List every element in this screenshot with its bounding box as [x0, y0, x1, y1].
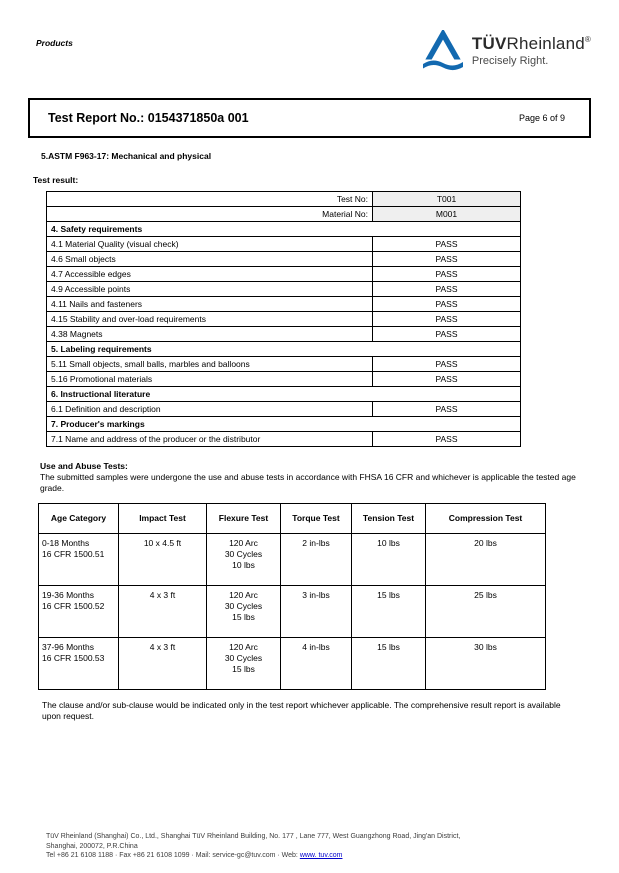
table-row	[47, 387, 521, 402]
compression-cell: 20 lbs	[426, 533, 546, 585]
table-row	[39, 533, 546, 585]
test-no-value: T001	[373, 192, 521, 207]
section-heading: 5.ASTM F963-17: Mechanical and physical	[41, 151, 212, 161]
clause-result: PASS	[373, 312, 521, 327]
group-instructional-literature: 6. Instructional literature	[47, 387, 521, 402]
registered-mark: ®	[584, 35, 591, 44]
products-label: Products	[36, 38, 73, 48]
table-row	[47, 372, 521, 387]
clause-result: PASS	[373, 327, 521, 342]
table-row	[47, 267, 521, 282]
flexure-cell	[207, 533, 281, 585]
table-row	[47, 312, 521, 327]
tension-cell: 15 lbs	[352, 637, 426, 689]
logo-tuv: TÜV	[471, 34, 507, 53]
flexure-line: 10 lbs	[232, 559, 255, 570]
flexure-line: 30 Cycles	[224, 600, 263, 611]
tension-cell: 10 lbs	[352, 533, 426, 585]
col-age-category: Age Category	[39, 503, 119, 533]
age-range: 37-96 Months	[42, 641, 94, 652]
flexure-line: 120 Arc	[229, 537, 258, 548]
col-compression-test: Compression Test	[426, 503, 546, 533]
flexure-line: 30 Cycles	[224, 652, 263, 663]
test-no-label: Test No:	[47, 192, 373, 207]
clause-label: 5.16 Promotional materials	[47, 372, 373, 387]
table-row	[47, 402, 521, 417]
impact-cell: 10 x 4.5 ft	[119, 533, 207, 585]
table-row	[47, 252, 521, 267]
table-row	[39, 637, 546, 689]
table-row	[47, 237, 521, 252]
flexure-cell	[207, 585, 281, 637]
age-range: 0-18 Months	[42, 537, 90, 548]
flexure-line: 120 Arc	[229, 641, 258, 652]
tuv-triangle-icon	[423, 30, 463, 81]
age-cell	[39, 637, 119, 689]
clause-result: PASS	[373, 282, 521, 297]
table-row	[47, 297, 521, 312]
compression-cell: 30 lbs	[426, 637, 546, 689]
cfr-reference: 16 CFR 1500.53	[42, 652, 105, 663]
clause-label: 4.1 Material Quality (visual check)	[47, 237, 373, 252]
clause-label: 7.1 Name and address of the producer or the distributor	[47, 432, 373, 447]
table-row	[47, 432, 521, 447]
clause-label: 4.6 Small objects	[47, 252, 373, 267]
clause-label: 4.11 Nails and fasteners	[47, 297, 373, 312]
clause-result: PASS	[373, 252, 521, 267]
logo-wordmark	[472, 30, 591, 53]
test-result-table	[46, 191, 521, 447]
age-cell	[39, 533, 119, 585]
tuv-rheinland-logo	[423, 30, 591, 81]
use-abuse-heading: Use and Abuse Tests:	[40, 461, 128, 471]
flexure-line: 30 Cycles	[224, 548, 263, 559]
group-labeling-requirements: 5. Labeling requirements	[47, 342, 521, 357]
table-row	[47, 207, 521, 222]
clause-label: 4.38 Magnets	[47, 327, 373, 342]
page-header	[0, 0, 619, 81]
clause-result: PASS	[373, 402, 521, 417]
impact-cell: 4 x 3 ft	[119, 637, 207, 689]
impact-cell: 4 x 3 ft	[119, 585, 207, 637]
clause-label: 4.15 Stability and over-load requirements	[47, 312, 373, 327]
flexure-line: 15 lbs	[232, 611, 255, 622]
test-result-label: Test result:	[33, 175, 79, 185]
clause-note: The clause and/or sub-clause would be indicated only in the test report whichever applicable. The comprehensive result report is available upon request.	[42, 699, 561, 721]
footer-contact-line	[46, 851, 460, 861]
clause-result: PASS	[373, 357, 521, 372]
use-abuse-table	[38, 503, 546, 690]
report-number: Test Report No.: 0154371850a 001	[48, 111, 249, 125]
torque-cell: 2 in-lbs	[281, 533, 352, 585]
logo-tagline: Precisely Right.	[471, 55, 549, 67]
flexure-cell	[207, 637, 281, 689]
logo-text	[472, 30, 591, 67]
cfr-reference: 16 CFR 1500.52	[42, 600, 105, 611]
compression-cell: 25 lbs	[426, 585, 546, 637]
clause-label: 6.1 Definition and description	[47, 402, 373, 417]
table-row	[47, 282, 521, 297]
page-footer	[46, 832, 460, 861]
col-impact-test: Impact Test	[119, 503, 207, 533]
material-no-value: M001	[373, 207, 521, 222]
footer-contact-text: Tel +86 21 6108 1188 · Fax +86 21 6108 1099 · Mail: service-gc@tuv.com · Web:	[46, 852, 300, 860]
page-indicator: Page 6 of 9	[518, 113, 565, 123]
tension-cell: 15 lbs	[352, 585, 426, 637]
clause-result: PASS	[373, 267, 521, 282]
clause-result: PASS	[373, 372, 521, 387]
table-row	[39, 585, 546, 637]
col-tension-test: Tension Test	[352, 503, 426, 533]
logo-rheinland: Rheinland	[506, 34, 585, 53]
table-row	[47, 357, 521, 372]
cfr-reference: 16 CFR 1500.51	[42, 548, 105, 559]
clause-result: PASS	[373, 237, 521, 252]
table-header-row	[39, 503, 546, 533]
footer-address-line1: TüV Rheinland (Shanghai) Co., Ltd., Shanghai TüV Rheinland Building, No. 177 , Lane 777, West Guangzhong Road, Jing'an District,	[46, 832, 461, 840]
material-no-label: Material No:	[47, 207, 373, 222]
table-row	[47, 327, 521, 342]
report-title-bar	[28, 98, 591, 138]
age-range: 19-36 Months	[42, 589, 94, 600]
torque-cell: 4 in-lbs	[281, 637, 352, 689]
tuv-website-link[interactable]: www. tuv.com	[299, 852, 343, 860]
age-cell	[39, 585, 119, 637]
use-abuse-description: The submitted samples were undergone the use and abuse tests in accordance with FHSA 16 CFR and whichever is applicable the tested age grade.	[40, 472, 576, 494]
footer-address-line2: Shanghai, 200072, P.R.China	[46, 842, 138, 850]
table-row	[47, 342, 521, 357]
torque-cell: 3 in-lbs	[281, 585, 352, 637]
clause-label: 4.9 Accessible points	[47, 282, 373, 297]
table-row	[47, 192, 521, 207]
flexure-line: 120 Arc	[229, 589, 258, 600]
clause-label: 5.11 Small objects, small balls, marbles and balloons	[47, 357, 373, 372]
table-row	[47, 417, 521, 432]
group-safety-requirements: 4. Safety requirements	[47, 222, 521, 237]
col-flexure-test: Flexure Test	[207, 503, 281, 533]
clause-result: PASS	[373, 432, 521, 447]
col-torque-test: Torque Test	[281, 503, 352, 533]
flexure-line: 15 lbs	[232, 663, 255, 674]
clause-label: 4.7 Accessible edges	[47, 267, 373, 282]
clause-result: PASS	[373, 297, 521, 312]
table-row	[47, 222, 521, 237]
group-producers-markings: 7. Producer's markings	[47, 417, 521, 432]
